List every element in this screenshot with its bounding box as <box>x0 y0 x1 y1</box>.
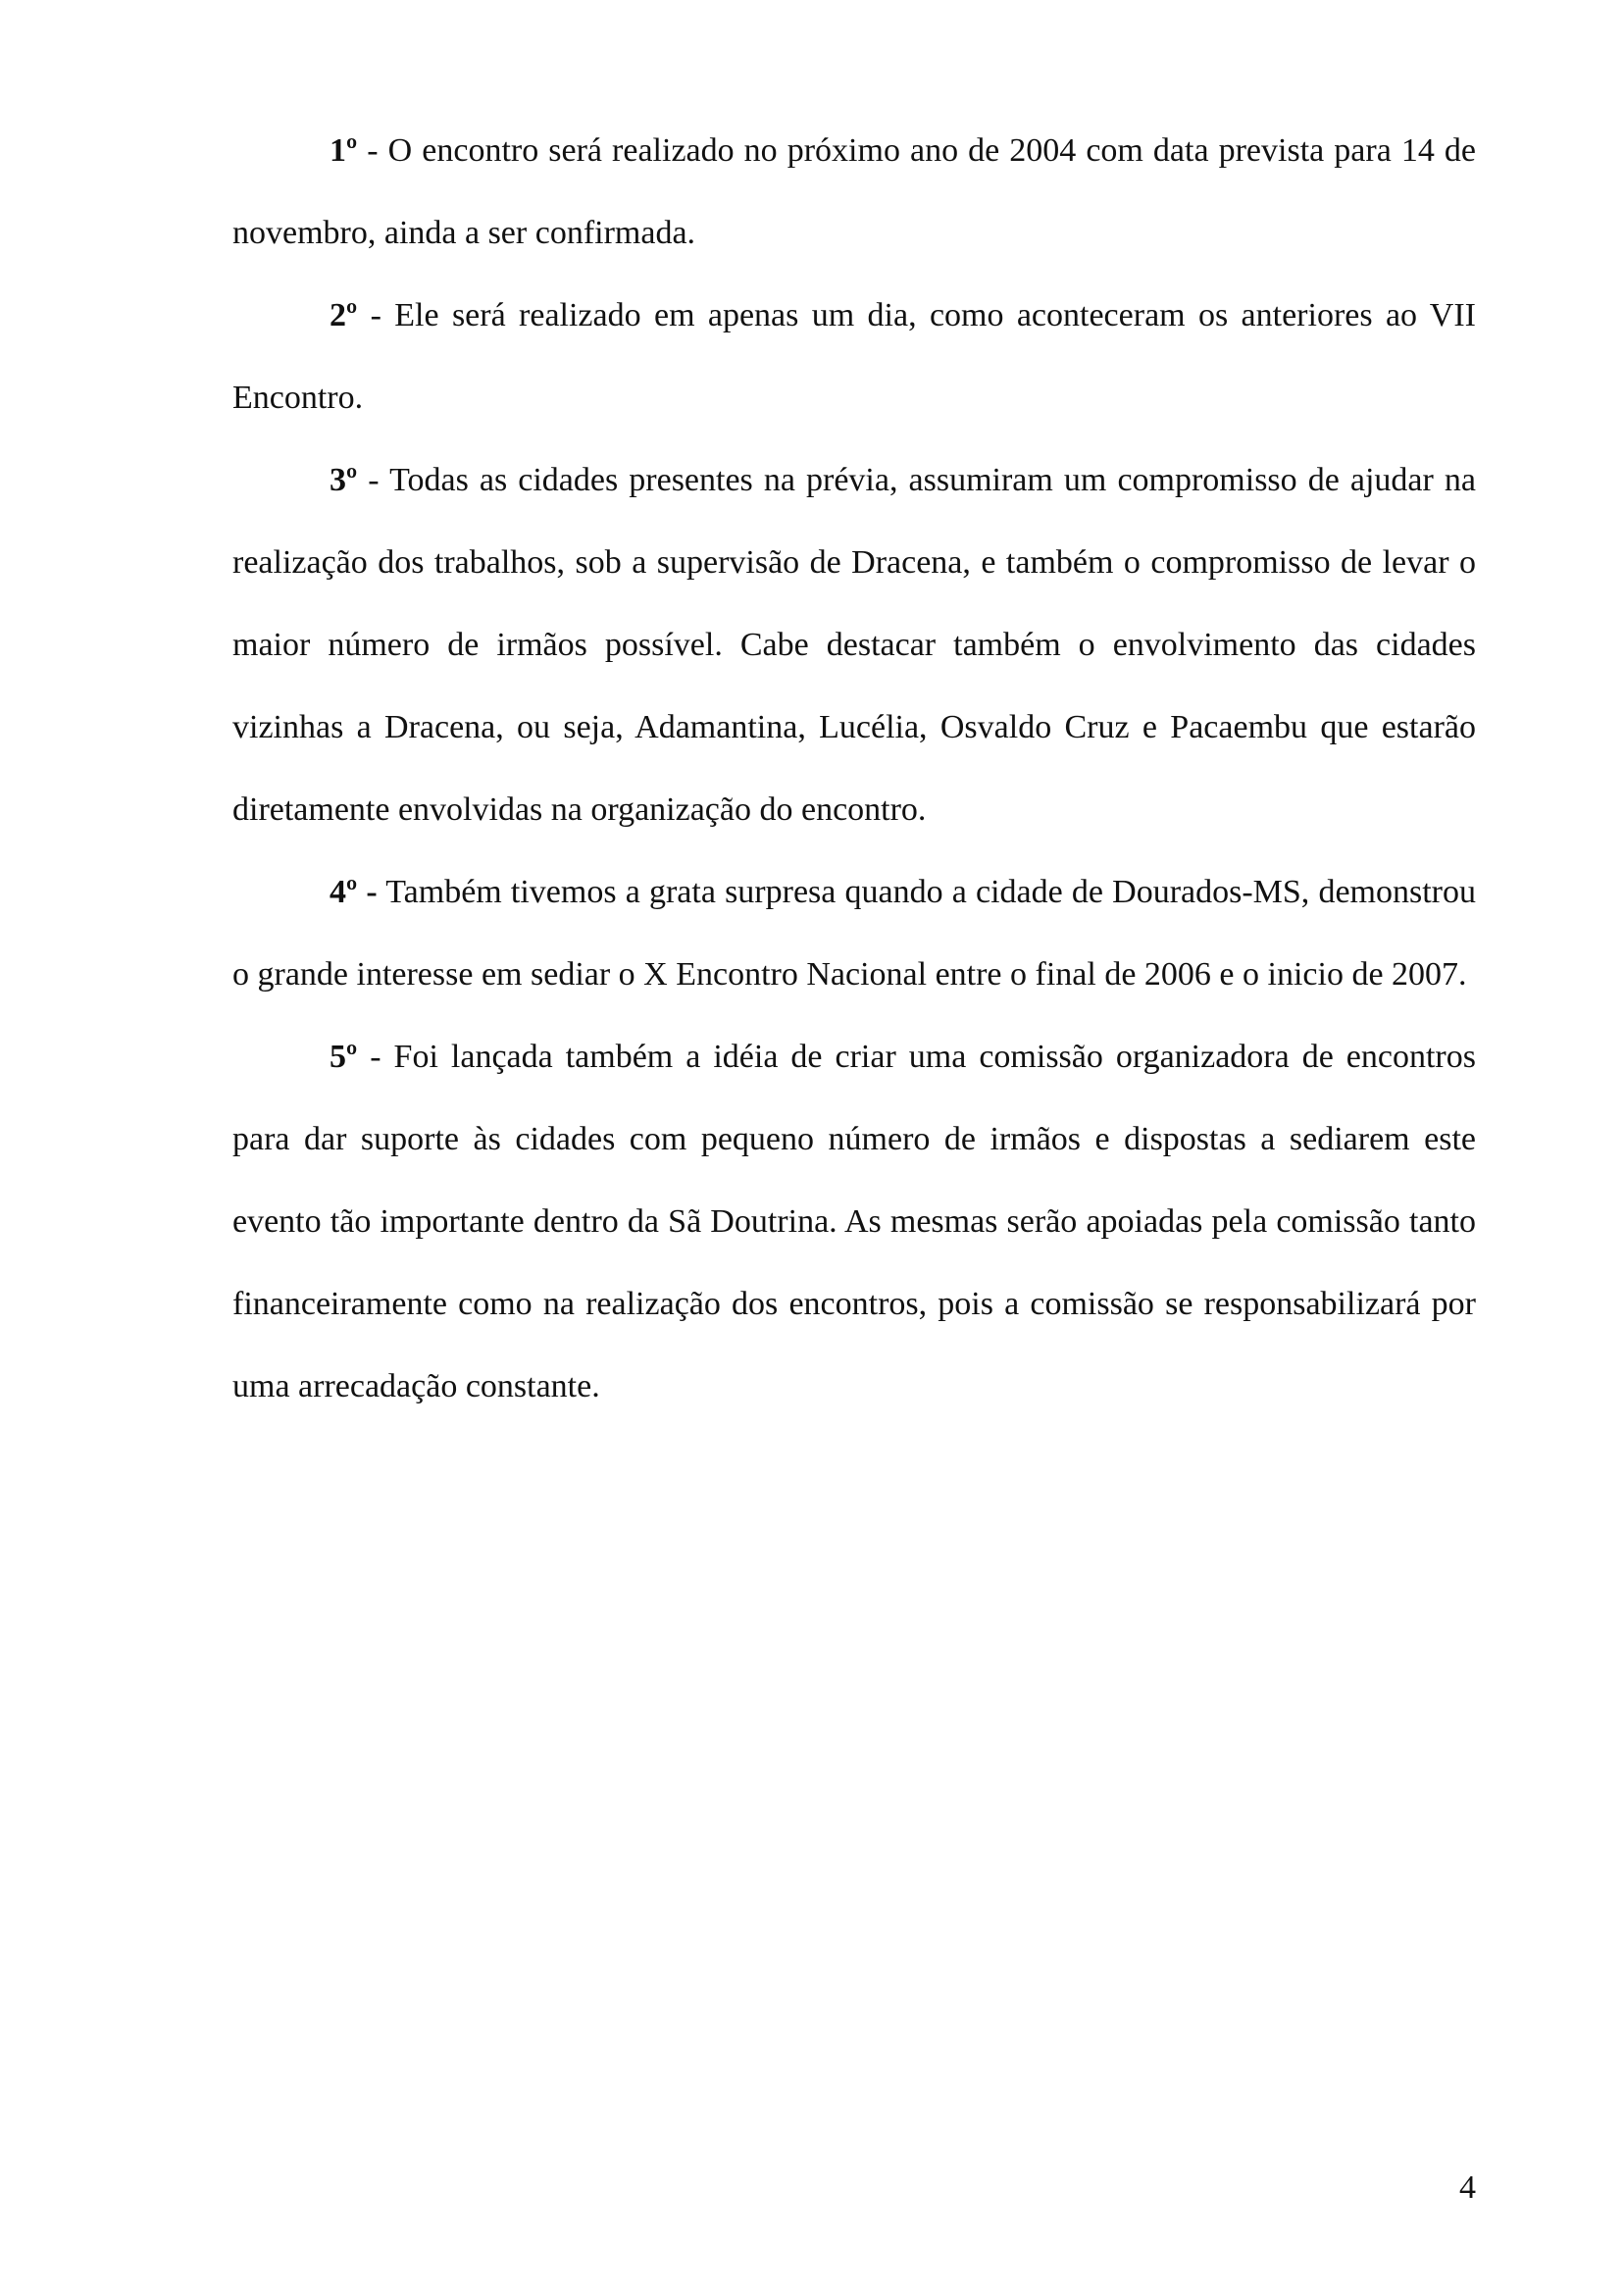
paragraph-2 <box>232 275 1476 439</box>
paragraph-text: Também tivemos a grata surpresa quando a cidade de Dourados-MS, demonstrou o grande interesse em sediar o X Encontro Nacional entre o final de 2006 e o inicio de 2007. <box>232 874 1477 993</box>
paragraph-text: - Foi lançada também a idéia de criar uma comissão organizadora de encontros para dar suporte às cidades com pequeno número de irmãos e dispostas a sediarem este evento tão importante dentro da Sã Doutrina. As mesmas serão apoiadas pela comissão tanto financeiramente como na realização dos encontros, pois a comissão se responsabilizará por uma arrecadação constante. <box>232 1039 1476 1404</box>
paragraph-number: 1º <box>330 132 358 169</box>
paragraph-number: 2º <box>330 297 358 333</box>
page-number: 4 <box>1459 2169 1476 2206</box>
paragraph-number: 5º <box>330 1039 358 1075</box>
paragraph-text: - Ele será realizado em apenas um dia, como aconteceram os anteriores ao VII Encontro. <box>232 297 1476 416</box>
paragraph-number: 4º - <box>330 874 378 910</box>
paragraph-3 <box>232 439 1476 851</box>
paragraph-number: 3º <box>330 462 358 498</box>
paragraph-4 <box>232 851 1476 1016</box>
paragraph-text: - O encontro será realizado no próximo ano de 2004 com data prevista para 14 de novembro, ainda a ser confirmada. <box>232 132 1476 251</box>
paragraph-1 <box>232 110 1476 275</box>
paragraph-text: - Todas as cidades presentes na prévia, assumiram um compromisso de ajudar na realização dos trabalhos, sob a supervisão de Dracena, e também o compromisso de levar o maior número de irmãos possível. Cabe destacar também o envolvimento das cidades vizinhas a Dracena, ou seja, Adamantina, Lucélia, Osvaldo Cruz e Pacaembu que estarão diretamente envolvidas na organização do encontro. <box>232 462 1476 828</box>
paragraph-5 <box>232 1016 1476 1428</box>
document-body <box>232 110 1476 1428</box>
